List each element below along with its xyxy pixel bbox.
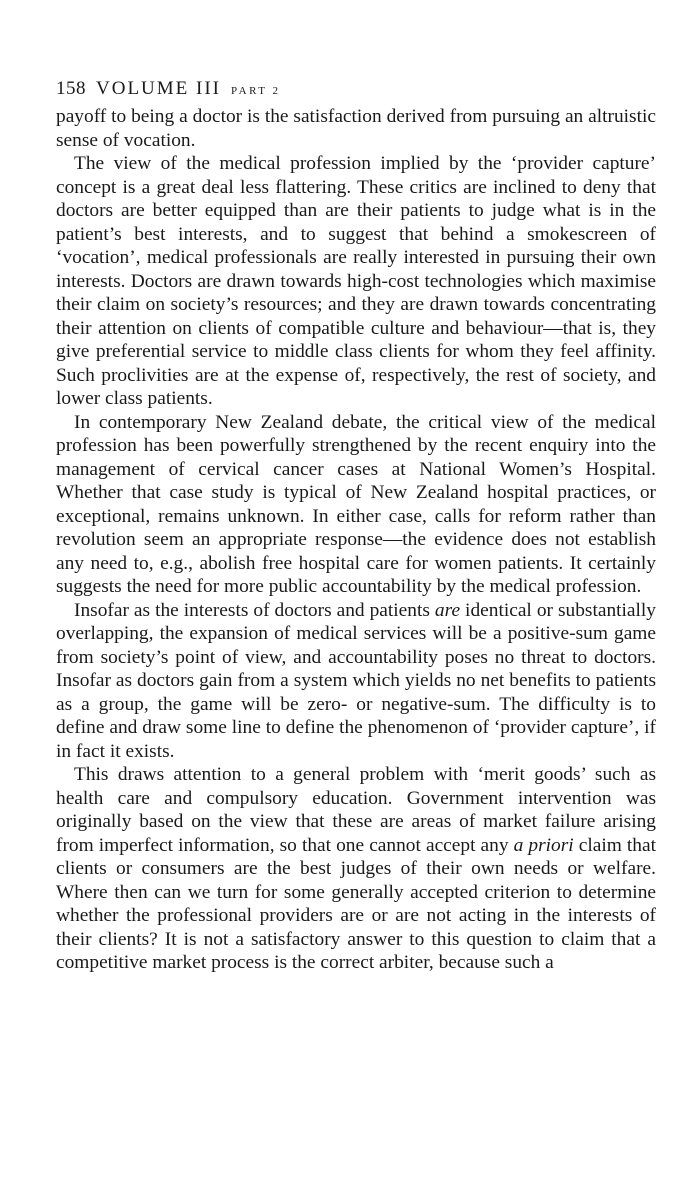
italic-emphasis: are — [434, 599, 461, 621]
paragraph-text: claim that clients or consumers are the best judges of their own needs or welfare. Where then can we turn for some generally accepted criterion to determine whether the professional providers are or are not acting in the interests of their clients? It is not a satisfactory answer to this question to claim that a competitive market process is the correct arbiter, because such a — [56, 834, 657, 973]
paragraph-text: This draws attention to a general problem with ‘merit goods’ such as health care and compulsory education. Government intervention was originally based on the view that these are areas of market failure arising from imperfect information, so that one cannot accept any — [56, 764, 656, 856]
italic-emphasis: a priori — [513, 834, 574, 856]
paragraph-text: In contemporary New Zealand debate, the critical view of the medical profession has been powerfully strengthened by the recent enquiry into the management of cervical cancer cases at National Women’s Hospital. Whether that case study is typical of New Zealand hospital practices, or exceptional, remains unknown. In either case, calls for reform rather than revolution seem an appropriate response—the evidence does not establish any need to, e.g., abolish free hospital care for women patients. It certainly suggests the need for more public accountability by the medical profession. — [56, 411, 656, 597]
running-head — [56, 76, 656, 102]
paragraph-text: payoff to being a doctor is the satisfaction derived from pursuing an altruistic sense of vocation. — [56, 106, 656, 151]
paragraph-text: The view of the medical profession implied by the ‘provider capture’ concept is a great deal less flattering. These critics are inclined to deny that doctors are better equipped than are their patients to judge what is in the patient’s best interests, and to suggest that behind a smokescreen of ‘vocation’, medical professionals are really interested in pursuing their own interests. Doctors are drawn towards high-cost technologies which maximise their claim on society’s resources; and they are drawn towards concentrating their attention on clients of compatible culture and behaviour—that is, they give preferential service to middle class clients for whom they feel affinity. Such proclivities are at the expense of, respectively, the rest of society, and lower class patients. — [56, 153, 656, 409]
paragraph-1 — [56, 105, 656, 152]
part-label: PART 2 — [231, 85, 281, 97]
body-text — [56, 105, 656, 975]
paragraph-2 — [56, 152, 656, 411]
book-page — [56, 76, 656, 975]
paragraph-3 — [56, 411, 656, 599]
volume-label: VOLUME III — [96, 78, 222, 99]
paragraph-text: identical or substantially overlapping, the expansion of medical services will be a positive-sum game from society’s point of view, and accountability poses no threat to doctors. Insofar as doctors gain from a system which yields no net benefits to patients as a group, the game will be zero- or negative-sum. The difficulty is to define and draw some line to define the phenomenon of ‘provider capture’, if in fact it exists. — [56, 599, 656, 762]
paragraph-5 — [56, 763, 656, 975]
paragraph-4 — [56, 599, 656, 764]
page-number: 158 — [56, 78, 86, 99]
paragraph-text: Insofar as the interests of doctors and patients — [74, 599, 435, 621]
